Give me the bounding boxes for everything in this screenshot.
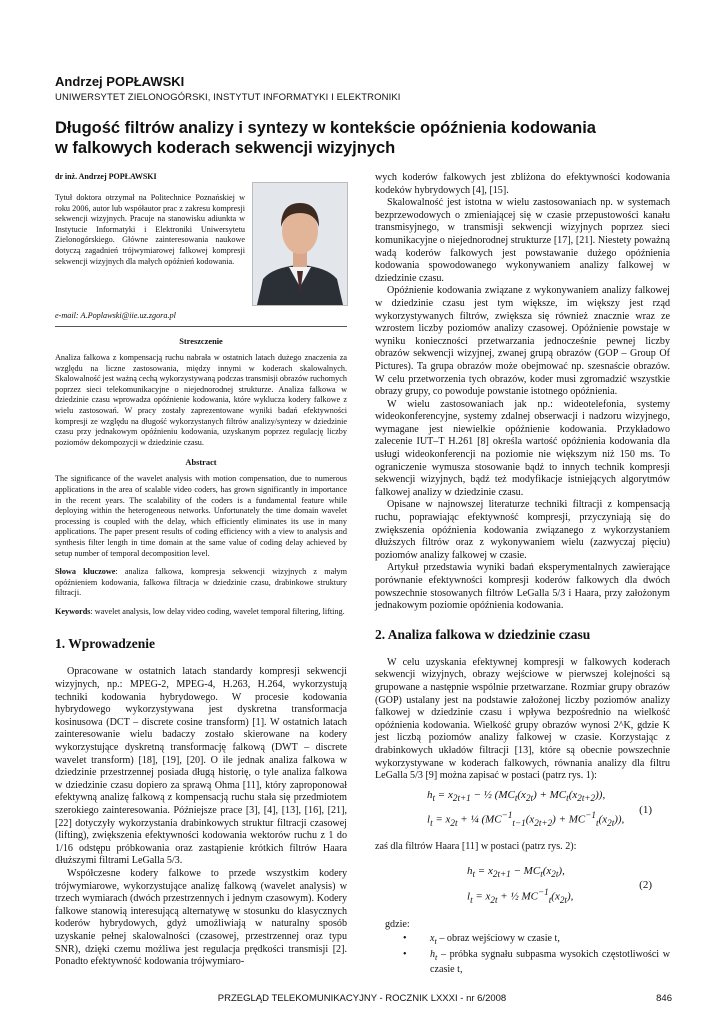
abstract-en-text: The significance of the wavelet analysis with motion compensation, due to numerous applications in the area of scalable video coders, has grown significantly in importance in the recent years. The scalability of the coders is a fundamental feature while deploying within the heterogeneous networks. Unfortunately the time domain wavelet processing is coupled with the delay, which efficiently eliminates its use in many applications. The paper present results of coding efficiency with a view to analysis and synthesis filter length in time domain at the same value of coding delay achieved by setup number of temporal decomposition level. xyxy=(55,474,347,558)
definition-item xyxy=(430,949,670,977)
keywords-pl-label: Słowa kluczowe xyxy=(55,567,116,577)
definition-text: – próbka sygnału subpasma wysokich częstotliwości w czasie t, xyxy=(430,948,670,976)
definition-subscript: t xyxy=(435,952,438,962)
paragraph: wych koderów falkowych jest zbliżona do efektywności kodowania kodeków hybrydowych [4], [15]. xyxy=(375,172,670,196)
equation-1-line-1: $h_t = x_{2t+1}$ − ½ $(MC_t(x_{2t}) + MC_t(x_{2t+2}))$, xyxy=(427,788,606,803)
keywords-en xyxy=(55,607,347,618)
paragraph: Artykuł przedstawia wyniki badań eksperymentalnych zawierające porównanie efektywności kompresji koderów falkowych dla dwóch powszechnie stosowanych filtrów LeGalla 5/3 i Haara, przy założonym jednakowym poziomie opóźnienia kodowania. xyxy=(375,562,670,612)
left-column xyxy=(55,172,347,969)
equation-2-intro: zaś dla filtrów Haara [11] w postaci (patrz rys. 2): xyxy=(375,840,577,852)
keywords-en-label: Keywords xyxy=(55,606,91,616)
section-1-body xyxy=(55,666,347,968)
equation-2-line-1: $h_t = x_{2t+1} - MC_t(x_{2t})$, xyxy=(467,865,565,880)
keywords-en-text: : wavelet analysis, low delay video coding, wavelet temporal filtering, lifting. xyxy=(90,606,345,616)
equation-2-line-2: $l_t = x_{2t}$ + ½ $MC^{-1}_t(x_{2t})$, xyxy=(467,886,574,905)
equation-1 xyxy=(375,787,670,833)
definition-symbol: h xyxy=(430,948,436,960)
definition-item xyxy=(430,933,670,949)
section-1-paragraph: Współczesne kodery falkowe to przede wszystkim kodery trójwymiarowe, wykorzystujące analizę falkową (wavelet analysis) w trzech wymiarach (dwóch przestrzennych i jednym czasowym). Kodery falkowe stanowią interesującą alternatywę w stosunku do klasycznych koderów hybrydowych, gdyż umożliwiają w naturalny sposób uzyskanie pełnej skalowalności (czasowej, przestrzennej oraz typu SNR), dzięki czemu możliwa jest regulacja prędkości transmisji [2]. Ponadto efektywność kodowania trójwymiaro- xyxy=(55,867,347,968)
equation-1-line-2: $l_t = x_{2t}$ + ¼ $(MC^{-1}_{t-1}(x_{2t+2}) + MC^{-1}_t(x_{2t}))$, xyxy=(427,809,625,828)
author-email: e-mail: A.Poplawski@iie.uz.zgora.pl xyxy=(55,311,176,320)
section-2-body xyxy=(375,657,670,783)
intro-continuation xyxy=(375,172,670,613)
equation-2 xyxy=(375,863,670,909)
definition-subscript: t xyxy=(434,936,437,946)
abstract-pl-text: Analiza falkowa z kompensacją ruchu nabrała w ostatnich latach dużego znaczenia za względu na liczne zastosowania, między innymi w koderach skalowalnych. Skalowalność jest ważną cechą wykorzystywaną podczas transmisji obrazów ruchomych poprzez sieci telekomunikacyjne o niejednorodnej strukturze. Analiza falkowa w dziedzinie czasu wprowadza opóźnienie kodowania, które wyklucza kodery falkowe z wielu zastosowań. W pracy zostały zaprezentowane wyniki badań efektywności kompresji ze względu na długość wykorzystanych filtrów analizy/syntezy w dziedzinie czasu przy jednakowym opóźnieniu kodowania, uzyskanym poprzez regulację liczby poziomów dekompozycji w dziedzinie czasu. xyxy=(55,353,347,447)
bio-text: Tytuł doktora otrzymał na Politechnice Poznańskiej w roku 2006, autor lub współautor prac z zakresu kompresji sekwencji wizyjnych. Pracuje na stanowisku adiunkta w Instytucie Informatyki i Elektroniki Uniwersytetu Zielonogórskiego. Główne zainteresowania naukowe dotyczą zagadnień trójwymiarowej falkowej kompresji sekwencji wizyjnych dla małych opóźnień kodowania. xyxy=(55,193,245,266)
author-bio xyxy=(55,172,347,304)
abstract-pl-heading: Streszczenie xyxy=(179,337,223,346)
equation-2-number: (2) xyxy=(639,879,652,892)
title-line-2: w falkowych koderach sekwencji wizyjnych xyxy=(55,139,396,157)
affiliation: UNIWERSYTET ZIELONOGÓRSKI, INSTYTUT INFORMATYKI I ELEKTRONIKI xyxy=(55,92,401,103)
section-1-title: 1. Wprowadzenie xyxy=(55,636,156,652)
paragraph: W wielu zastosowaniach jak np.: wideotelefonia, systemy wideokonferencyjne, systemy zdalnej obserwacji i nadzoru wizyjnego, wymagane jest niewielkie opóźnienie kodowania. Przykładowo zalecenie IUT–T H.261 [8] określa wartość opóźnienia kodowania dla usługi wideokonferencji na poziomie nie większym niż 150 ms. To ograniczenie wymusza stosowanie bądź to innych technik kompresji sekwencji wizyjnych, bądź też modyfikacje istniejących algorytmów falkowej analizy w dziedzinie czasu. xyxy=(375,398,670,498)
section-2-title: 2. Analiza falkowa w dziedzinie czasu xyxy=(375,626,591,642)
section-1-paragraph: Opracowane w ostatnich latach standardy kompresji sekwencji wizyjnych, np.: MPEG-2, MPEG-4, H.263, H.264, wykorzystują techniki kodowania hybrydowego. W procesie kodowania hybrydowego wykorzystywana jest dyskretna transformacja kosinusowa (DCT – discrete cosine transform) [1]. W ostatnich latach zainteresowanie wielu badaczy zostało skierowane na kodery wykorzystujące dyskretną transformację falkową (DWT – discrete wavelet transform) [18], [19], [20]. O ile jednak analiza falkowa w dziedzinie przestrzennej posiada długą historię, o tyle analiza falkowa w dziedzinie czasu dopiero za sprawą Ohma [11], który zaproponował efektywną analizę falkową z kompensacją ruchu stała się przedmiotem szerokiego zainteresowania. Późniejsze prace [3], [4], [13], [16], [21], [22] dotyczyły wykorzystania drabinkowych struktur filtracji czasowej (lifting), zwiększenia efektywności kodowania wektorów ruchu z 1 do 1/16 odstępu próbkowania oraz zastąpienie krótkich filtrów Haara dłuższymi filtrami LeGalla 5/3. xyxy=(55,666,347,867)
where-label: gdzie: xyxy=(385,919,410,931)
paragraph: Opóźnienie kodowania związane z wykonywaniem analizy falkowej w dziedzinie czasu jest tym większe, im większy jest rząd wykorzystywanych filtrów, zwiększa się również znacznie wraz ze wzrostem liczby poziomów analizy czasowej. Opóźnienie powstaje w wyniku konieczności przetwarzania jednocześnie pewnej liczby obrazów sekwencji wizyjnej, zwanej grupą obrazów (GOP – Group Of Pictures). Ta grupa obrazów może obejmować np. szesnaście obrazów. W celu przetworzenia tych obrazów, koder musi zgromadzić wszystkie obrazy grupy, co powoduje powstanie istotnego opóźnienia. xyxy=(375,285,670,398)
right-column xyxy=(375,172,670,977)
title-line-1: Długość filtrów analizy i syntezy w kontekście opóźnienia kodowania xyxy=(55,119,596,137)
paper-title xyxy=(55,118,672,158)
author-photo xyxy=(252,182,348,306)
keywords-pl-text: : analiza falkowa, kompresja sekwencji wizyjnych z małym opóźnieniem kodowania, falkowa filtracja w dziedzinie czasu, drabinkowe struktury filtracji. xyxy=(55,567,347,598)
paragraph: Skalowalność jest istotna w wielu zastosowaniach np. w systemach bezprzewodowych o zmieniającej się w czasie przepustowości kanału transmisyjnego, w transmisji sekwencji wizyjnych poprzez sieci komunikacyjne o niejednorodnej strukturze [17], [21]. Niestety poważną wadą koderów falkowych jest powstawanie dużego opóźnienia kodowania spowodowanego wykonywaniem analizy falkowej w dziedzinie czasu. xyxy=(375,197,670,284)
equation-1-number: (1) xyxy=(639,803,652,816)
portrait-image xyxy=(253,183,347,305)
definition-symbol: x xyxy=(430,932,435,944)
abstract-en-heading: Abstract xyxy=(185,458,217,468)
definition-text: – obraz wejściowy w czasie t, xyxy=(436,932,560,944)
page-number: 846 xyxy=(656,993,672,1004)
keywords-pl xyxy=(55,567,347,599)
journal-footer: PRZEGLĄD TELEKOMUNIKACYJNY - ROCZNIK LXXXI - nr 6/2008 xyxy=(217,993,507,1004)
author-name: Andrzej POPŁAWSKI xyxy=(55,74,185,89)
section-2-paragraph: W celu uzyskania efektywnej kompresji w falkowych koderach sekwencji wizyjnych, obrazy wejściowe w pierwszej kolejności są grupowane a następnie wspólnie przetwarzane. Rozmiar grupy obrazów (GOP) ustalany jest na podstawie założonej liczby poziomów analizy falkowej w dziedzinie czasu i wpływa bezpośrednio na wielkość opóźnienia kodowania. Wielkość grupy obrazów wynosi 2^K, gdzie K jest liczbą poziomów analizy falkowej w czasie. Korzystając z drabinkowych układów filtracji [13], które są obecnie powszechnie wykorzystywane w koderach falkowych, równania analizy dla filtru LeGalla 5/3 [9] można zapisać w postaci (patrz rys. 1): xyxy=(375,656,670,782)
paragraph: Opisane w najnowszej literaturze techniki filtracji z kompensacją ruchu, poprawiając efektywność kompresji, przyczyniają się do zwiększenia opóźnienia kodowania związanego z wykorzystaniem dłuższych filtrów oraz z wykonywaniem wielu (zazwyczaj pięciu) poziomów analizy falkowej w czasie. xyxy=(375,499,670,561)
definition-list xyxy=(375,933,670,977)
divider xyxy=(55,326,347,327)
bio-name: dr inż. Andrzej POPŁAWSKI xyxy=(55,172,157,181)
